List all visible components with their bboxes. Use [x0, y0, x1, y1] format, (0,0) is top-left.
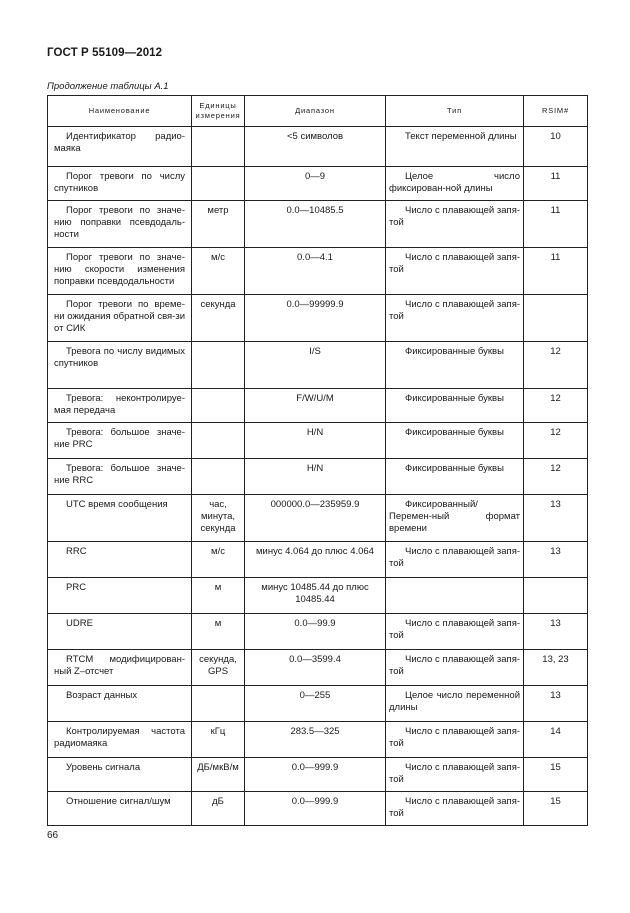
column-header-range: Диапазон — [245, 96, 386, 127]
cell-type: Число с плавающей запя-той — [386, 201, 524, 248]
cell-rsim: 12 — [524, 459, 588, 495]
table-row — [48, 423, 588, 459]
cell-rsim: 11 — [524, 201, 588, 248]
table-row — [48, 201, 588, 248]
cell-rsim: 12 — [524, 342, 588, 389]
document-header: ГОСТ Р 55109—2012 — [47, 47, 163, 59]
cell-unit — [192, 127, 245, 167]
cell-range: 000000.0—235959.9 — [245, 495, 386, 542]
cell-unit: м/с — [192, 248, 245, 295]
table-row — [48, 389, 588, 423]
cell-unit: м/с — [192, 542, 245, 578]
table-row — [48, 248, 588, 295]
cell-range: <5 символов — [245, 127, 386, 167]
cell-type: Фиксированные буквы — [386, 389, 524, 423]
cell-name: RTCM модифицирован-ный Z–отсчет — [48, 650, 192, 686]
cell-unit — [192, 167, 245, 201]
cell-type: Фиксированные буквы — [386, 459, 524, 495]
table-row — [48, 686, 588, 722]
cell-rsim: 11 — [524, 167, 588, 201]
cell-range: 0.0—99.9 — [245, 614, 386, 650]
cell-range: 0.0—99999.9 — [245, 295, 386, 342]
table-row — [48, 542, 588, 578]
table-row — [48, 650, 588, 686]
table-row — [48, 295, 588, 342]
column-header-rsim: RSIM# — [524, 96, 588, 127]
cell-type: Число с плавающей запя-той — [386, 722, 524, 758]
cell-name: Тревога: большое значе-ние RRC — [48, 459, 192, 495]
cell-unit — [192, 459, 245, 495]
cell-rsim — [524, 578, 588, 614]
cell-name: Порог тревоги по време-ни ожидания обратной свя-зи от СИК — [48, 295, 192, 342]
cell-range: 0—255 — [245, 686, 386, 722]
cell-type: Целое число переменной длины — [386, 686, 524, 722]
table-row — [48, 167, 588, 201]
data-table — [47, 95, 588, 826]
cell-range: 0.0—999.9 — [245, 792, 386, 826]
cell-rsim: 11 — [524, 248, 588, 295]
cell-rsim: 13 — [524, 495, 588, 542]
cell-name: UDRE — [48, 614, 192, 650]
cell-range: 0—9 — [245, 167, 386, 201]
cell-unit — [192, 342, 245, 389]
cell-type: Текст переменной длины — [386, 127, 524, 167]
cell-type: Фиксированные буквы — [386, 423, 524, 459]
cell-type: Число с плавающей запя-той — [386, 758, 524, 792]
cell-name: Отношение сигнал/шум — [48, 792, 192, 826]
cell-rsim: 12 — [524, 389, 588, 423]
cell-name: Возраст данных — [48, 686, 192, 722]
cell-rsim: 13 — [524, 614, 588, 650]
cell-type: Фиксированный/Перемен-ный формат времени — [386, 495, 524, 542]
cell-rsim: 15 — [524, 758, 588, 792]
cell-type: Число с плавающей запя-той — [386, 542, 524, 578]
cell-type: Число с плавающей запя-той — [386, 792, 524, 826]
cell-range: 0.0—10485.5 — [245, 201, 386, 248]
table-row — [48, 127, 588, 167]
cell-unit: метр — [192, 201, 245, 248]
cell-unit: час, минута, секунда — [192, 495, 245, 542]
table-header-row — [48, 96, 588, 127]
table-row — [48, 758, 588, 792]
cell-name: Тревога: неконтролируе-мая передача — [48, 389, 192, 423]
cell-type: Число с плавающей запя-той — [386, 614, 524, 650]
cell-rsim: 13 — [524, 542, 588, 578]
cell-rsim: 13 — [524, 686, 588, 722]
cell-rsim: 14 — [524, 722, 588, 758]
cell-range: минус 4.064 до плюс 4.064 — [245, 542, 386, 578]
table-row — [48, 722, 588, 758]
cell-range: H/N — [245, 459, 386, 495]
cell-unit: дБ — [192, 792, 245, 826]
cell-name: RRC — [48, 542, 192, 578]
cell-type: Фиксированные буквы — [386, 342, 524, 389]
cell-unit: секунда — [192, 295, 245, 342]
cell-name: Тревога по числу видимых спутников — [48, 342, 192, 389]
cell-rsim: 10 — [524, 127, 588, 167]
cell-range: 0.0—3599.4 — [245, 650, 386, 686]
cell-range: I/S — [245, 342, 386, 389]
cell-name: UTC время сообщения — [48, 495, 192, 542]
cell-range: H/N — [245, 423, 386, 459]
table-row — [48, 792, 588, 826]
cell-unit: секунда, GPS — [192, 650, 245, 686]
cell-rsim: 13, 23 — [524, 650, 588, 686]
cell-range: 0.0—999.9 — [245, 758, 386, 792]
column-header-unit: Единицы измерения — [192, 96, 245, 127]
cell-unit: м — [192, 578, 245, 614]
cell-name: Контролируемая частота радиомаяка — [48, 722, 192, 758]
cell-name: Идентификатор радио-маяка — [48, 127, 192, 167]
table-row — [48, 342, 588, 389]
cell-rsim: 12 — [524, 423, 588, 459]
cell-range: F/W/U/M — [245, 389, 386, 423]
table-row — [48, 578, 588, 614]
column-header-type: Тип — [386, 96, 524, 127]
cell-type: Число с плавающей запя-той — [386, 650, 524, 686]
cell-name: Порог тревоги по значе-нию поправки псевдодаль-ности — [48, 201, 192, 248]
cell-unit — [192, 389, 245, 423]
page-number: 66 — [47, 830, 59, 841]
cell-name: Тревога: большое значе-ние PRC — [48, 423, 192, 459]
cell-rsim: 15 — [524, 792, 588, 826]
table-caption: Продолжение таблицы А.1 — [47, 81, 169, 92]
cell-unit — [192, 423, 245, 459]
table-row — [48, 459, 588, 495]
cell-name: PRC — [48, 578, 192, 614]
cell-name: Порог тревоги по значе-нию скорости изменения поправки псевдодальности — [48, 248, 192, 295]
cell-name: Уровень сигнала — [48, 758, 192, 792]
column-header-name: Наименование — [48, 96, 192, 127]
cell-range: минус 10485.44 до плюс 10485.44 — [245, 578, 386, 614]
cell-rsim — [524, 295, 588, 342]
cell-type — [386, 578, 524, 614]
cell-unit — [192, 686, 245, 722]
table-row — [48, 614, 588, 650]
cell-type: Число с плавающей запя-той — [386, 248, 524, 295]
cell-unit: м — [192, 614, 245, 650]
cell-type: Число с плавающей запя-той — [386, 295, 524, 342]
cell-name: Порог тревоги по числу спутников — [48, 167, 192, 201]
cell-range: 283.5—325 — [245, 722, 386, 758]
cell-range: 0.0—4.1 — [245, 248, 386, 295]
cell-unit: ДБ/мкВ/м — [192, 758, 245, 792]
cell-type: Целое число фиксирован-ной длины — [386, 167, 524, 201]
cell-unit: кГц — [192, 722, 245, 758]
table-row — [48, 495, 588, 542]
